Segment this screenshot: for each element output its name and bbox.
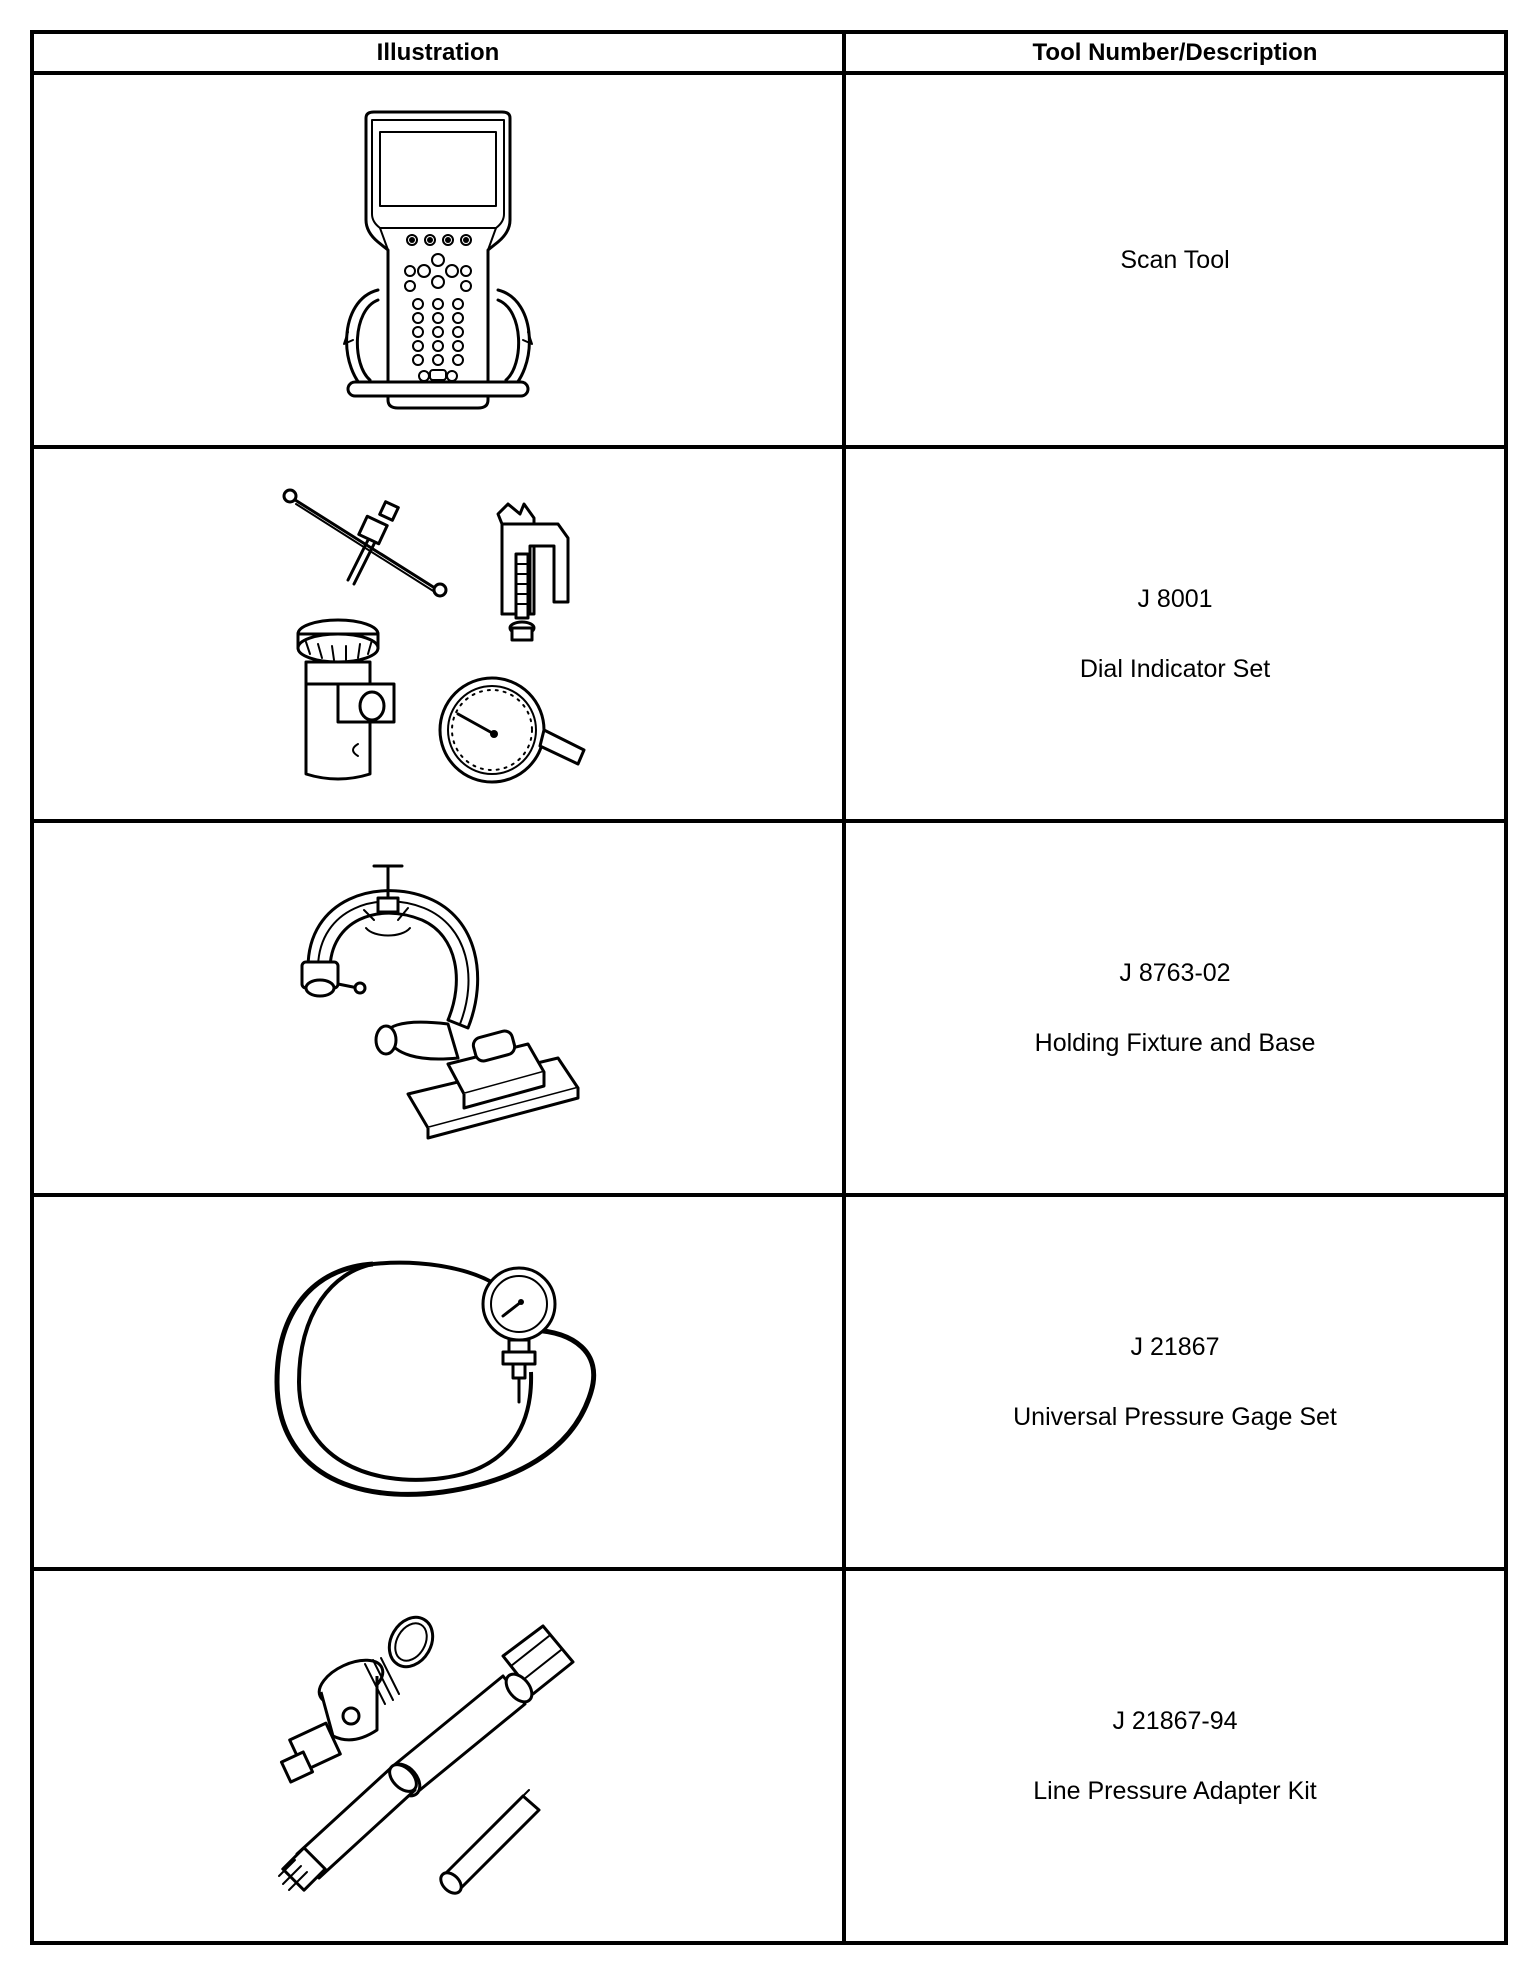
table-row <box>32 821 1506 1195</box>
description-cell <box>844 821 1506 1195</box>
table-row <box>32 73 1506 447</box>
illustration-cell <box>32 447 844 821</box>
scan-tool-icon <box>338 110 538 410</box>
table-header-row <box>32 32 1506 73</box>
tools-table <box>30 30 1508 1945</box>
illustration-cell <box>32 1195 844 1569</box>
description-cell <box>844 1195 1506 1569</box>
holding-fixture-icon <box>278 858 598 1158</box>
description-cell <box>844 447 1506 821</box>
tool-description: Line Pressure Adapter Kit <box>1033 1777 1317 1805</box>
description-cell <box>844 73 1506 447</box>
tool-number: J 21867 <box>1130 1333 1220 1361</box>
tool-description: Dial Indicator Set <box>1079 655 1271 683</box>
table-row <box>32 447 1506 821</box>
header-illustration: Illustration <box>32 32 844 73</box>
header-tool-description: Tool Number/Description <box>844 32 1506 73</box>
illustration-cell <box>32 821 844 1195</box>
table-row <box>32 1195 1506 1569</box>
tool-number: J 8763-02 <box>1119 959 1231 987</box>
description-cell <box>844 1569 1506 1943</box>
tool-description: Universal Pressure Gage Set <box>1013 1403 1337 1431</box>
illustration-cell <box>32 1569 844 1943</box>
tool-number: J 8001 <box>1137 585 1213 613</box>
illustration-cell <box>32 73 844 447</box>
tool-description: Scan Tool <box>1120 246 1230 274</box>
table-row <box>32 1569 1506 1943</box>
pressure-gage-icon <box>273 1252 603 1512</box>
dial-indicator-set-icon <box>278 484 598 784</box>
adapter-kit-icon <box>273 1606 603 1906</box>
tool-number: J 21867-94 <box>1112 1707 1238 1735</box>
tool-description: Holding Fixture and Base <box>1034 1029 1316 1057</box>
